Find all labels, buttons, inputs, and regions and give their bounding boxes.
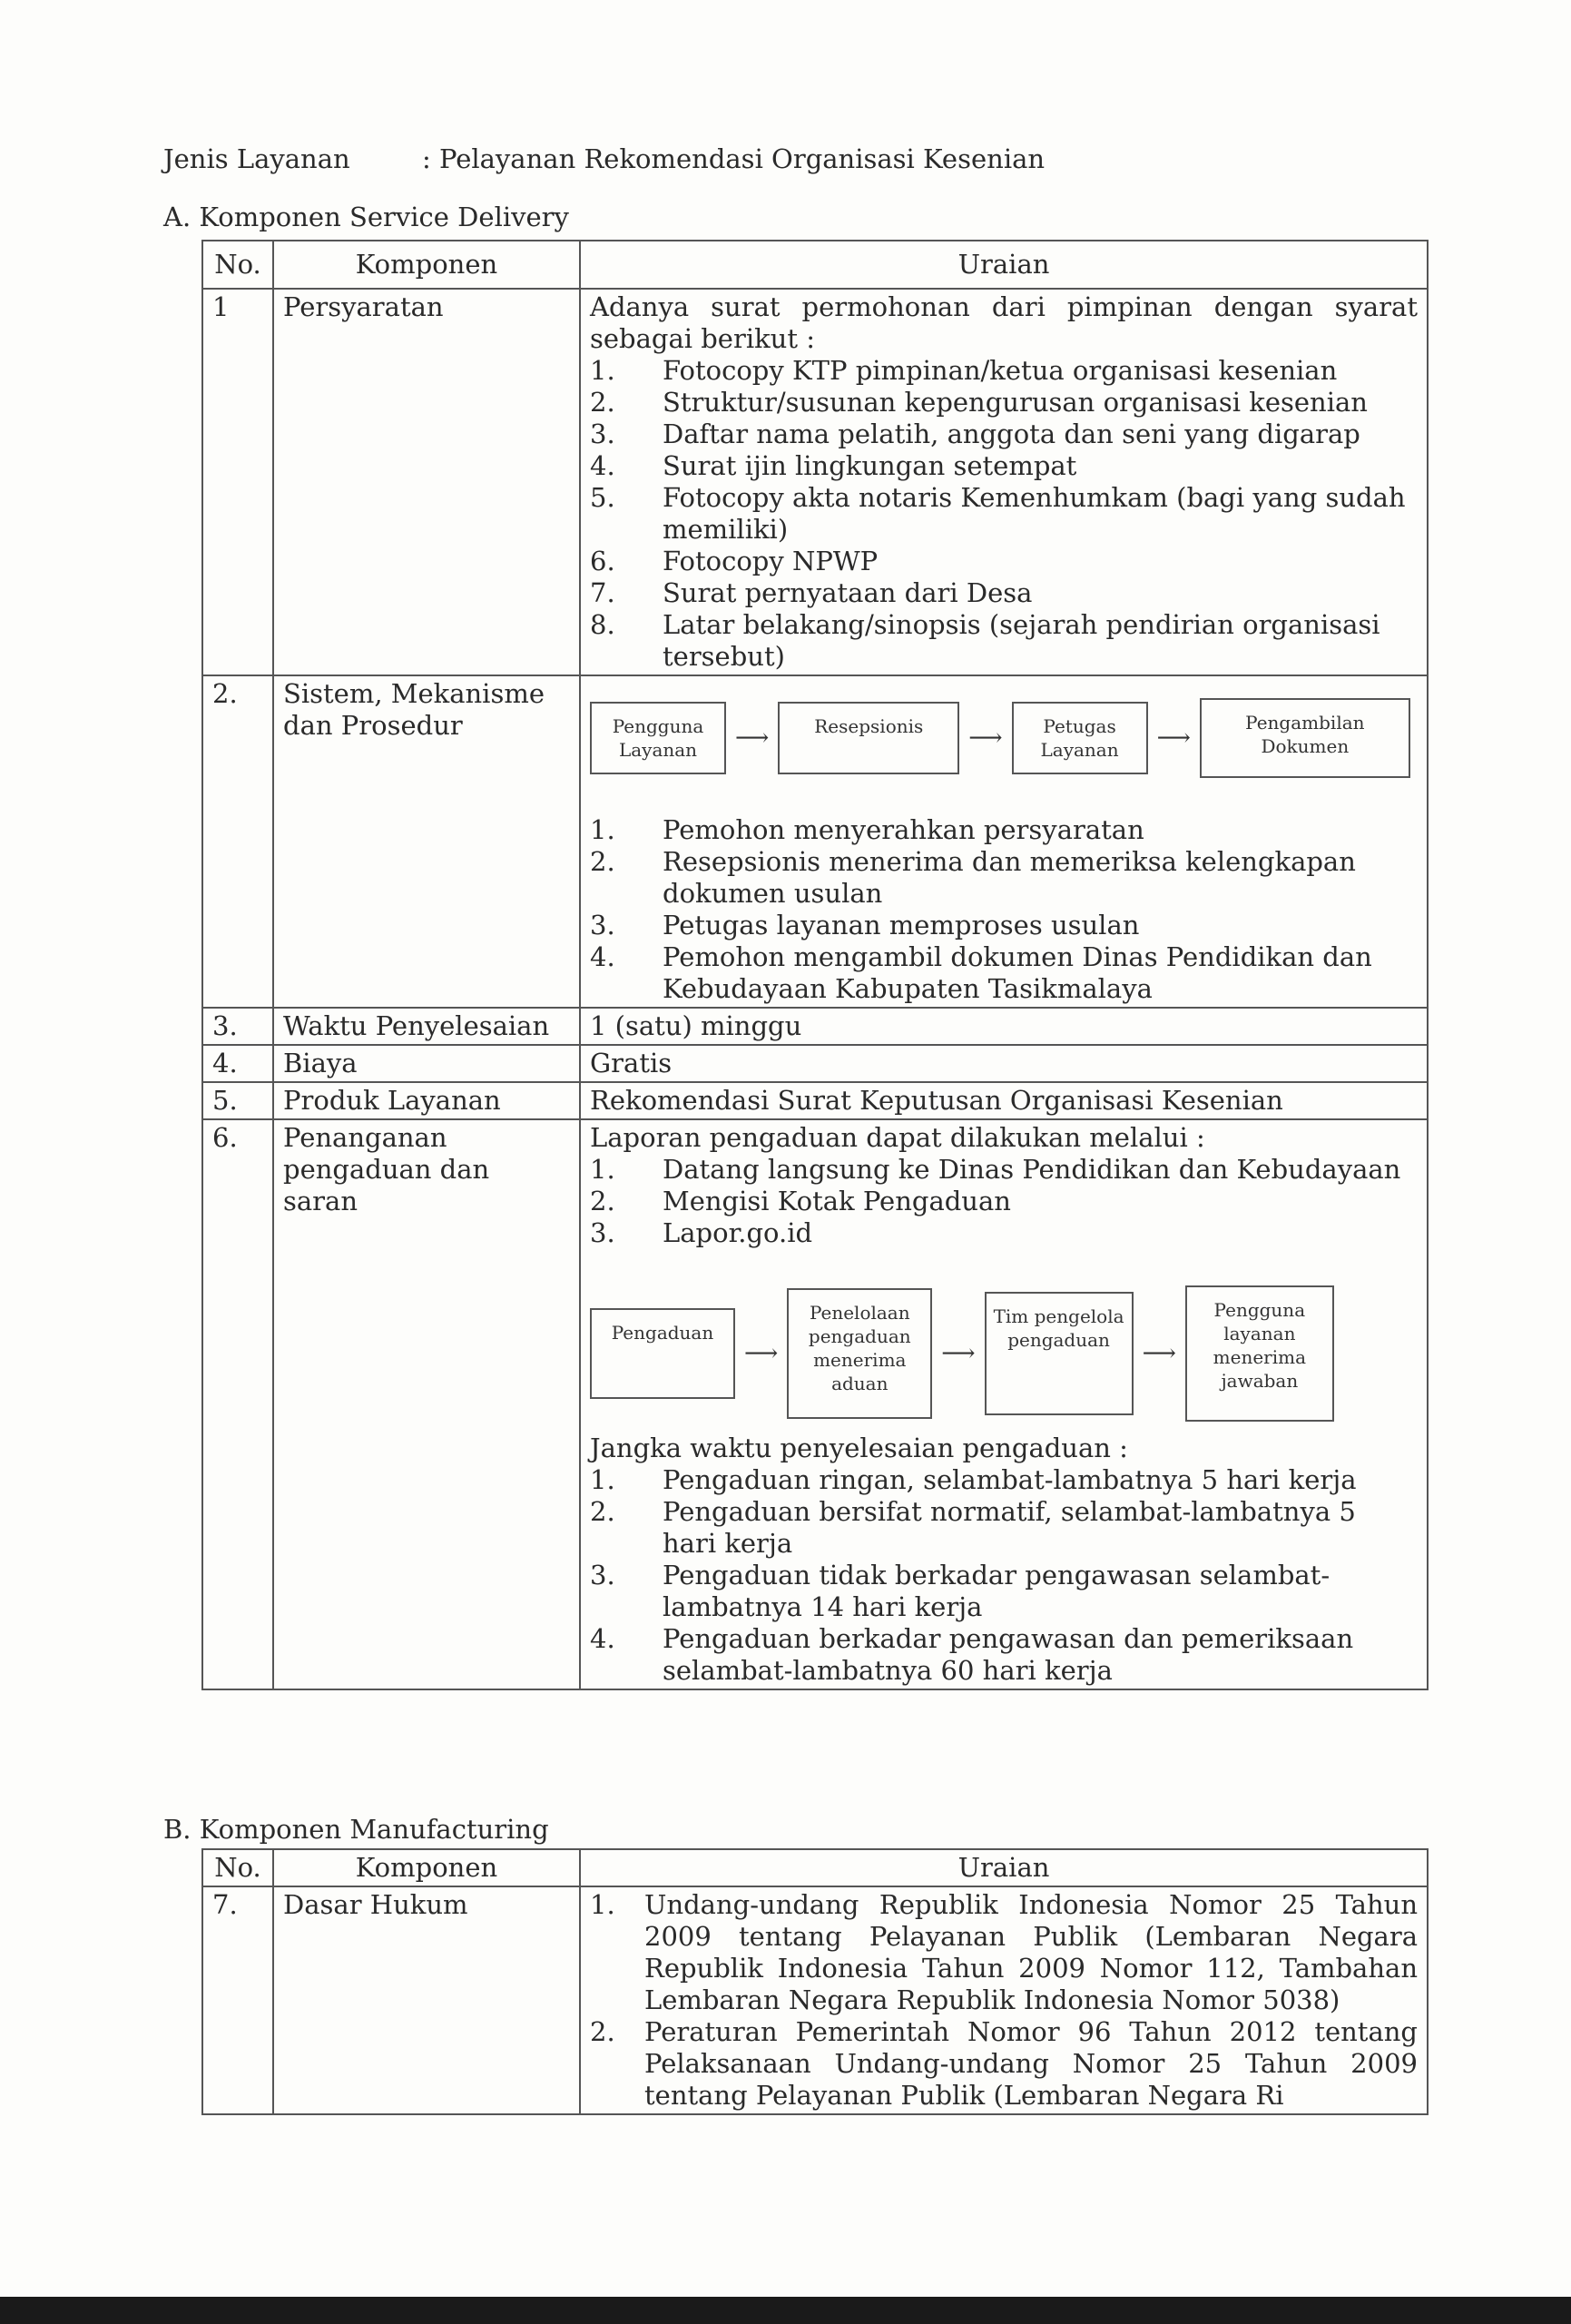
row-no: 1 xyxy=(202,289,273,675)
list-item: 6. Fotocopy NPWP xyxy=(590,546,879,576)
row-no: 7. xyxy=(202,1886,273,2114)
service-delivery-table xyxy=(201,240,1429,1690)
flow-box: Petugas Layanan xyxy=(1012,702,1148,774)
arrow-right-icon: ⟶ xyxy=(744,1339,779,1367)
flow-box: Pengambilan Dokumen xyxy=(1200,698,1410,778)
list-item: 2. Pengaduan bersifat normatif, selambat-lambatnya 5 hari kerja xyxy=(590,1496,1356,1559)
service-type-value: : Pelayanan Rekomendasi Organisasi Kesenian xyxy=(422,143,1046,174)
header-no: No. xyxy=(202,1849,273,1886)
arrow-right-icon: ⟶ xyxy=(968,724,1003,752)
complaint-channel-list xyxy=(590,1154,1418,1249)
complaint-flowchart xyxy=(590,1285,1418,1422)
flow-box: Resepsionis xyxy=(778,702,959,774)
uraian-intro: Laporan pengaduan dapat dilakukan melalui : xyxy=(590,1122,1205,1153)
row-no: 6. xyxy=(202,1119,273,1689)
table-header-row xyxy=(202,1849,1428,1886)
table-row xyxy=(202,1119,1428,1689)
manufacturing-table xyxy=(201,1848,1429,2115)
list-item: 1. Datang langsung ke Dinas Pendidikan dan Kebudayaan xyxy=(590,1154,1401,1185)
table-header-row xyxy=(202,241,1428,289)
row-uraian xyxy=(580,1119,1428,1689)
row-uraian xyxy=(580,1886,1428,2114)
row-no: 2. xyxy=(202,675,273,1008)
row-no: 4. xyxy=(202,1045,273,1082)
list-item: 8. Latar belakang/sinopsis (sejarah pendirian organisasi tersebut) xyxy=(590,609,1380,672)
list-item: 3. Lapor.go.id xyxy=(590,1217,813,1248)
flow-box: Pengaduan xyxy=(590,1308,735,1399)
arrow-right-icon: ⟶ xyxy=(735,724,770,752)
section-a-title: A. Komponen Service Delivery xyxy=(163,202,569,232)
list-item: 5. Fotocopy akta notaris Kemenhumkam (bagi yang sudah memiliki) xyxy=(590,482,1406,545)
section-b-title: B. Komponen Manufacturing xyxy=(163,1814,549,1845)
header-komponen: Komponen xyxy=(273,1849,580,1886)
list-item: 1. Pengaduan ringan, selambat-lambatnya 5 hari kerja xyxy=(590,1464,1357,1495)
row-no: 3. xyxy=(202,1008,273,1045)
row-komponen: Produk Layanan xyxy=(273,1082,580,1119)
row-komponen: Biaya xyxy=(273,1045,580,1082)
arrow-right-icon: ⟶ xyxy=(1156,724,1191,752)
table-row xyxy=(202,1045,1428,1082)
table-row xyxy=(202,289,1428,675)
row-komponen: Penanganan pengaduan dan saran xyxy=(273,1119,580,1689)
procedure-flowchart xyxy=(590,698,1418,778)
legal-basis-list xyxy=(590,1889,1418,2112)
requirements-list xyxy=(590,355,1418,673)
row-uraian xyxy=(580,675,1428,1008)
header-no: No. xyxy=(202,241,273,289)
list-item: 7. Surat pernyataan dari Desa xyxy=(590,577,1033,608)
list-item: 3. Daftar nama pelatih, anggota dan seni yang digarap xyxy=(590,419,1360,449)
header-uraian: Uraian xyxy=(580,1849,1428,1886)
table-row xyxy=(202,1082,1428,1119)
row-uraian: Rekomendasi Surat Keputusan Organisasi Kesenian xyxy=(580,1082,1428,1119)
complaint-deadline-list xyxy=(590,1464,1418,1687)
list-item: 1. Fotocopy KTP pimpinan/ketua organisasi kesenian xyxy=(590,355,1338,386)
list-item: 3. Petugas layanan memproses usulan xyxy=(590,910,1140,940)
uraian-intro-2: Jangka waktu penyelesaian pengaduan : xyxy=(590,1433,1128,1463)
table-row xyxy=(202,1008,1428,1045)
list-item: 3. Pengaduan tidak berkadar pengawasan selambat-lambatnya 14 hari kerja xyxy=(590,1560,1330,1622)
flow-box: Pengguna layanan menerima jawaban xyxy=(1185,1285,1334,1422)
scan-edge-bar xyxy=(0,2297,1571,2324)
procedure-list xyxy=(590,814,1418,1005)
uraian-intro: Adanya surat permohonan dari pimpinan dengan syarat sebagai berikut : xyxy=(590,291,1418,354)
list-item: 2. Struktur/susunan kepengurusan organisasi kesenian xyxy=(590,387,1368,418)
row-komponen: Waktu Penyelesaian xyxy=(273,1008,580,1045)
row-uraian xyxy=(580,289,1428,675)
list-item: 1. Pemohon menyerahkan persyaratan xyxy=(590,814,1144,845)
list-item: 4. Surat ijin lingkungan setempat xyxy=(590,450,1077,481)
service-type-label: Jenis Layanan xyxy=(163,143,350,174)
flow-box: Penelolaan pengaduan menerima aduan xyxy=(787,1288,932,1419)
header-komponen: Komponen xyxy=(273,241,580,289)
row-uraian: Gratis xyxy=(580,1045,1428,1082)
list-item: 2. Resepsionis menerima dan memeriksa kelengkapan dokumen usulan xyxy=(590,846,1356,909)
row-uraian: 1 (satu) minggu xyxy=(580,1008,1428,1045)
list-item: 1. Undang-undang Republik Indonesia Nomor 25 Tahun 2009 tentang Pelayanan Publik (Lembaran Negara Republik Indonesia Tahun 2009 Nomor 112, Tambahan Lembaran Negara Republik Indonesia Nomor 5038) xyxy=(590,1889,1418,2015)
table-row xyxy=(202,1886,1428,2114)
service-type-line xyxy=(163,143,1045,174)
flow-box: Pengguna Layanan xyxy=(590,702,726,774)
list-item: 2. Peraturan Pemerintah Nomor 96 Tahun 2012 tentang Pelaksanaan Undang-undang Nomor 25 Tahun 2009 tentang Pelayanan Publik (Lembaran Negara Ri xyxy=(590,2016,1418,2111)
flow-box: Tim pengelola pengaduan xyxy=(985,1292,1134,1415)
row-komponen: Persyaratan xyxy=(273,289,580,675)
list-item: 4. Pemohon mengambil dokumen Dinas Pendidikan dan Kebudayaan Kabupaten Tasikmalaya xyxy=(590,941,1372,1004)
row-no: 5. xyxy=(202,1082,273,1119)
arrow-right-icon: ⟶ xyxy=(1142,1339,1176,1367)
row-komponen: Dasar Hukum xyxy=(273,1886,580,2114)
table-row xyxy=(202,675,1428,1008)
list-item: 4. Pengaduan berkadar pengawasan dan pemeriksaan selambat-lambatnya 60 hari kerja xyxy=(590,1623,1354,1686)
arrow-right-icon: ⟶ xyxy=(941,1339,976,1367)
header-uraian: Uraian xyxy=(580,241,1428,289)
list-item: 2. Mengisi Kotak Pengaduan xyxy=(590,1186,1011,1216)
row-komponen: Sistem, Mekanisme dan Prosedur xyxy=(273,675,580,1008)
